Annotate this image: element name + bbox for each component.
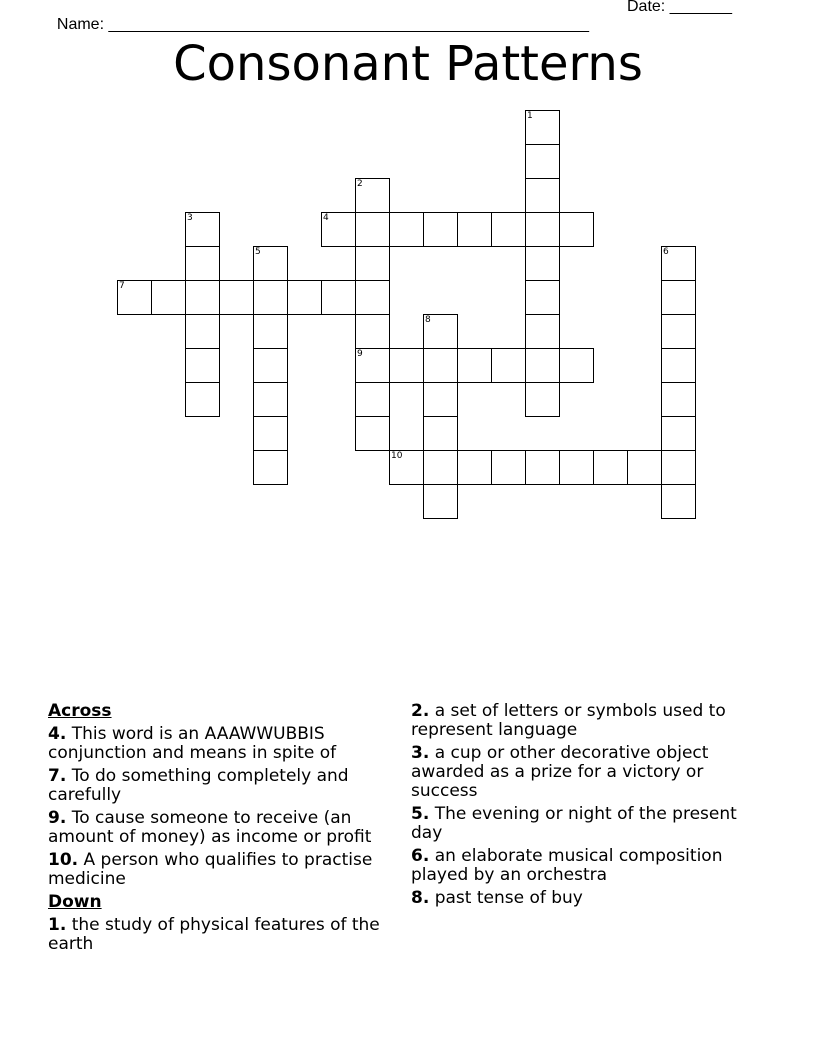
clue-number: 8. (411, 888, 430, 908)
crossword-cell[interactable] (525, 246, 560, 281)
down-heading: Down (48, 892, 102, 912)
crossword-cell[interactable] (559, 450, 594, 485)
crossword-cell[interactable] (627, 450, 662, 485)
crossword-cell[interactable] (661, 280, 696, 315)
clue-text: The evening or night of the present day (411, 804, 737, 843)
clue-down-8 (411, 889, 756, 908)
crossword-cell[interactable] (661, 314, 696, 349)
crossword-cell[interactable] (559, 212, 594, 247)
crossword-cell[interactable] (593, 450, 628, 485)
crossword-cell[interactable] (253, 450, 288, 485)
crossword-cell[interactable] (185, 382, 220, 417)
crossword-cell[interactable] (525, 314, 560, 349)
crossword-cell[interactable] (661, 484, 696, 519)
clue-across-10 (48, 851, 393, 889)
crossword-cell[interactable] (423, 212, 458, 247)
crossword-cell[interactable] (355, 382, 390, 417)
crossword-cell[interactable] (525, 212, 560, 247)
crossword-cell[interactable] (661, 416, 696, 451)
clue-number: 2. (411, 701, 430, 721)
clue-number-label: 4 (323, 213, 329, 223)
clue-across-4 (48, 725, 393, 763)
clue-number: 10. (48, 850, 79, 870)
clue-across-9 (48, 809, 393, 847)
clue-number-label: 9 (357, 349, 363, 359)
clue-number-label: 10 (391, 451, 403, 461)
crossword-cell[interactable] (185, 280, 220, 315)
clue-text: an elaborate musical composition played by an orchestra (411, 846, 723, 885)
crossword-cell[interactable] (253, 314, 288, 349)
crossword-cell[interactable] (117, 280, 152, 315)
clue-number-label: 7 (119, 281, 125, 291)
crossword-cell[interactable] (355, 416, 390, 451)
crossword-cell[interactable] (355, 314, 390, 349)
clue-number-label: 6 (663, 247, 669, 257)
clue-number-label: 5 (255, 247, 261, 257)
crossword-cell[interactable] (253, 416, 288, 451)
crossword-cell[interactable] (491, 348, 526, 383)
across-heading: Across (48, 701, 112, 721)
crossword-cell[interactable] (355, 246, 390, 281)
clue-text: past tense of buy (429, 888, 583, 908)
crossword-cell[interactable] (253, 348, 288, 383)
clues-left-column (48, 702, 393, 958)
crossword-cell[interactable] (389, 348, 424, 383)
crossword-cell[interactable] (491, 212, 526, 247)
crossword-cell[interactable] (355, 348, 390, 383)
clue-text: To do something completely and carefully (48, 766, 349, 805)
crossword-cell[interactable] (389, 450, 424, 485)
crossword-cell[interactable] (355, 212, 390, 247)
clue-number-label: 1 (527, 111, 533, 121)
crossword-cell[interactable] (661, 348, 696, 383)
clue-number: 1. (48, 915, 67, 935)
crossword-cell[interactable] (525, 144, 560, 179)
crossword-cell[interactable] (355, 178, 390, 213)
crossword-cell[interactable] (321, 212, 356, 247)
crossword-cell[interactable] (185, 348, 220, 383)
crossword-cell[interactable] (423, 314, 458, 349)
clue-text: a set of letters or symbols used to represent language (411, 701, 726, 740)
page-title: Consonant Patterns (173, 36, 643, 92)
name-field-label: Name: ______________________________________________________ (56, 16, 589, 33)
crossword-cell[interactable] (253, 280, 288, 315)
clue-number: 5. (411, 804, 430, 824)
clue-text: To cause someone to receive (an amount of money) as income or profit (48, 808, 372, 847)
clue-number: 4. (48, 724, 67, 744)
clue-across-7 (48, 767, 393, 805)
crossword-cell[interactable] (219, 280, 254, 315)
crossword-cell[interactable] (185, 246, 220, 281)
crossword-cell[interactable] (151, 280, 186, 315)
clue-number: 6. (411, 846, 430, 866)
clue-text: a cup or other decorative object awarded as a prize for a victory or success (411, 743, 709, 801)
crossword-cell[interactable] (355, 280, 390, 315)
clues-right-column (411, 702, 756, 912)
clue-number: 9. (48, 808, 67, 828)
crossword-cell[interactable] (559, 348, 594, 383)
clue-number: 3. (411, 743, 430, 763)
crossword-cell[interactable] (525, 382, 560, 417)
clue-down-3 (411, 744, 756, 801)
crossword-cell[interactable] (185, 314, 220, 349)
clue-down-1 (48, 916, 393, 954)
crossword-cell[interactable] (253, 382, 288, 417)
crossword-cell[interactable] (457, 212, 492, 247)
clue-text: the study of physical features of the earth (48, 915, 380, 954)
crossword-cell[interactable] (525, 348, 560, 383)
crossword-cell[interactable] (457, 348, 492, 383)
crossword-cell[interactable] (525, 280, 560, 315)
clue-down-2 (411, 702, 756, 740)
clue-down-5 (411, 805, 756, 843)
clue-number-label: 3 (187, 213, 193, 223)
crossword-cell[interactable] (253, 246, 288, 281)
date-field-label: Date: _______ (627, 0, 732, 15)
crossword-cell[interactable] (661, 450, 696, 485)
crossword-cell[interactable] (457, 450, 492, 485)
crossword-cell[interactable] (491, 450, 526, 485)
crossword-cell[interactable] (525, 450, 560, 485)
crossword-cell[interactable] (321, 280, 356, 315)
clue-down-6 (411, 847, 756, 885)
clue-number-label: 8 (425, 315, 431, 325)
crossword-cell[interactable] (389, 212, 424, 247)
clue-number: 7. (48, 766, 67, 786)
crossword-cell[interactable] (661, 382, 696, 417)
crossword-cell[interactable] (185, 212, 220, 247)
crossword-cell[interactable] (287, 280, 322, 315)
clue-number-label: 2 (357, 179, 363, 189)
crossword-cell[interactable] (525, 110, 560, 145)
crossword-cell[interactable] (423, 450, 458, 485)
crossword-cell[interactable] (525, 178, 560, 213)
clue-text: A person who qualifies to practise medicine (48, 850, 373, 889)
crossword-cell[interactable] (423, 416, 458, 451)
crossword-cell[interactable] (423, 348, 458, 383)
crossword-cell[interactable] (423, 382, 458, 417)
crossword-cell[interactable] (661, 246, 696, 281)
clue-text: This word is an AAAWWUBBIS conjunction and means in spite of (48, 724, 337, 763)
crossword-cell[interactable] (423, 484, 458, 519)
